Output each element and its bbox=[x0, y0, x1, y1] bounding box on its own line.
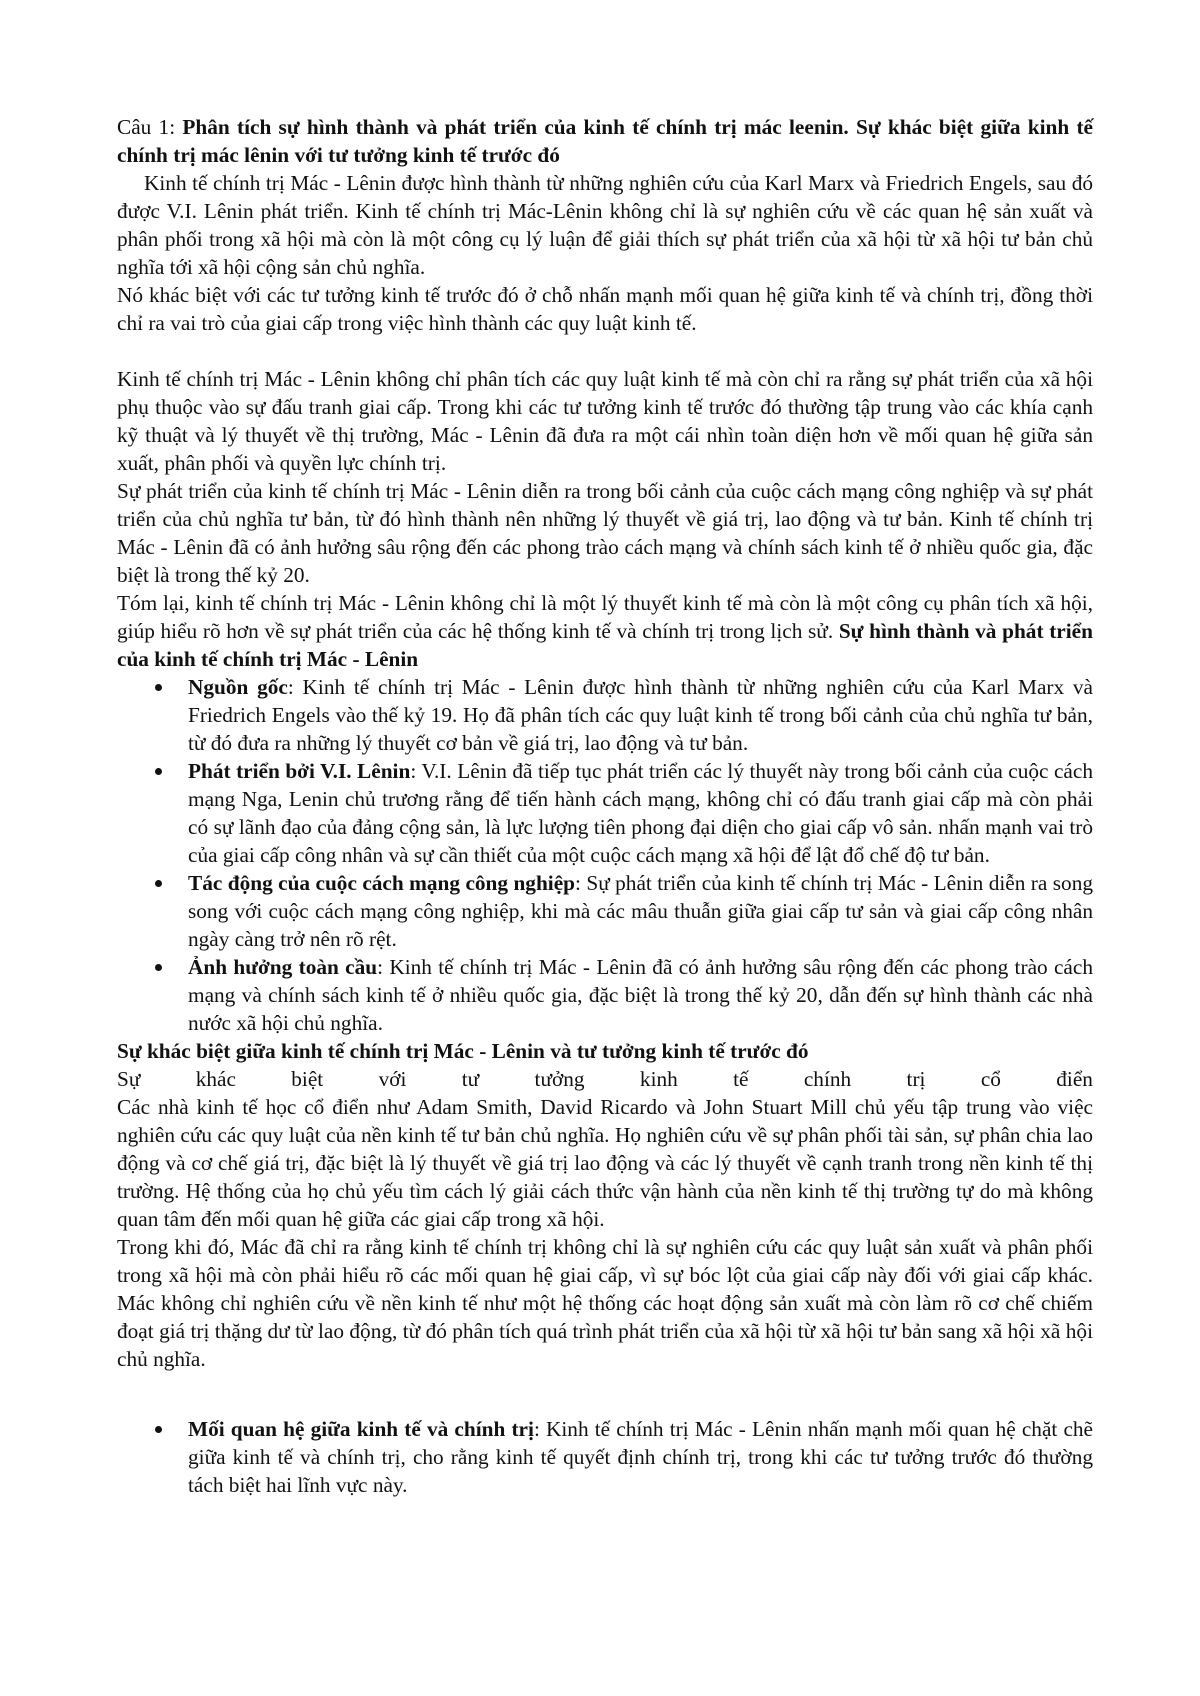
document-page bbox=[117, 113, 1093, 1499]
subheading-word: biệt bbox=[291, 1067, 324, 1091]
list-item bbox=[188, 673, 1093, 757]
list-item bbox=[188, 869, 1093, 953]
list-item-term: Tác động của cuộc cách mạng công nghiệp bbox=[188, 871, 576, 895]
difference-list bbox=[117, 1415, 1093, 1499]
blank-line bbox=[117, 1373, 1093, 1415]
subheading-word: tư bbox=[461, 1067, 480, 1091]
list-item-term: Ảnh hưởng toàn cầu bbox=[188, 955, 378, 979]
subheading-word: Sự bbox=[117, 1067, 141, 1091]
list-item-term: Mối quan hệ giữa kinh tế và chính trị bbox=[188, 1417, 534, 1441]
bullet-icon bbox=[155, 1426, 162, 1433]
bullet-icon bbox=[155, 684, 162, 691]
list-item bbox=[188, 757, 1093, 869]
question-prefix: Câu 1: bbox=[117, 115, 183, 139]
body-paragraph-4: Sự phát triển của kinh tế chính trị Mác - Lênin diễn ra trong bối cảnh của cuộc cách mạng công nghiệp và sự phát triển của chủ nghĩa tư bản, từ đó hình thành nên những lý thuyết về giá trị, lao động và tư bản. Kinh tế chính trị Mác - Lênin đã có ảnh hưởng sâu rộng đến các phong trào cách mạng và chính sách kinh tế ở nhiều quốc gia, đặc biệt là trong thế kỷ 20. bbox=[117, 479, 1093, 587]
summary-text: Tóm lại, kinh tế chính trị Mác - Lênin không chỉ là một lý thuyết kinh tế mà còn là một công cụ phân tích xã hội, giúp hiểu rõ hơn về sự phát triển của các hệ thống kinh tế và chính trị trong lịch sử. bbox=[117, 591, 1093, 643]
difference-heading: Sự khác biệt giữa kinh tế chính trị Mác - Lênin và tư tưởng kinh tế trước đó bbox=[117, 1039, 809, 1063]
list-item-text: : Kinh tế chính trị Mác - Lênin đã có ảnh hưởng sâu rộng đến các phong trào cách mạng và chính sách kinh tế ở nhiều quốc gia, đặc biệt là trong thế kỷ 20, dẫn đến sự hình thành các nhà nước xã hội chủ nghĩa. bbox=[188, 955, 1093, 1035]
subheading-word: điển bbox=[1056, 1067, 1093, 1091]
difference-subheading bbox=[117, 1065, 1093, 1093]
list-item bbox=[188, 953, 1093, 1037]
subheading-word: với bbox=[378, 1067, 407, 1091]
body-paragraph-5 bbox=[117, 589, 1093, 673]
blank-line bbox=[117, 337, 1093, 365]
subheading-word: tưởng bbox=[534, 1067, 585, 1091]
formation-list bbox=[117, 673, 1093, 1037]
intro-paragraph-2: Nó khác biệt với các tư tưởng kinh tế trước đó ở chỗ nhấn mạnh mối quan hệ giữa kinh tế và chính trị, đồng thời chỉ ra vai trò của giai cấp trong việc hình thành các quy luật kinh tế. bbox=[117, 283, 1093, 335]
list-item-text: : Kinh tế chính trị Mác - Lênin được hình thành từ những nghiên cứu của Karl Marx và Friedrich Engels vào thế kỷ 19. Họ đã phân tích các quy luật kinh tế trong bối cảnh của chủ nghĩa tư bản, từ đó đưa ra những lý thuyết cơ bản về giá trị, lao động và tư bản. bbox=[188, 675, 1093, 755]
intro-paragraph-1: Kinh tế chính trị Mác - Lênin được hình thành từ những nghiên cứu của Karl Marx và Friedrich Engels, sau đó được V.I. Lênin phát triển. Kinh tế chính trị Mác-Lênin không chỉ là sự nghiên cứu về các quan hệ sản xuất và phân phối trong xã hội mà còn là một công cụ lý luận để giải thích sự phát triển của xã hội từ xã hội tư bản chủ nghĩa tới xã hội cộng sản chủ nghĩa. bbox=[117, 171, 1093, 279]
bullet-icon bbox=[155, 768, 162, 775]
bullet-icon bbox=[155, 964, 162, 971]
body-paragraph-3: Kinh tế chính trị Mác - Lênin không chỉ phân tích các quy luật kinh tế mà còn chỉ ra rằng sự phát triển của xã hội phụ thuộc vào sự đấu tranh giai cấp. Trong khi các tư tưởng kinh tế trước đó thường tập trung vào các khía cạnh kỹ thuật và lý thuyết về thị trường, Mác - Lênin đã đưa ra một cái nhìn toàn diện hơn về mối quan hệ giữa sản xuất, phân phối và quyền lực chính trị. bbox=[117, 367, 1093, 475]
formation-heading: Sự hình thành và phát triển của kinh tế chính trị Mác - Lênin bbox=[117, 619, 1093, 671]
subheading-word: chính bbox=[803, 1067, 852, 1091]
list-item-text: : Kinh tế chính trị Mác - Lênin nhấn mạnh mối quan hệ chặt chẽ giữa kinh tế và chính trị, cho rằng kinh tế quyết định chính trị, trong khi các tư tưởng trước đó thường tách biệt hai lĩnh vực này. bbox=[188, 1417, 1094, 1497]
list-item-term: Phát triển bởi V.I. Lênin bbox=[188, 759, 411, 783]
list-item bbox=[188, 1415, 1093, 1499]
question-title: Phân tích sự hình thành và phát triển của kinh tế chính trị mác leenin. Sự khác biệt giữa kinh tế chính trị mác lênin với tư tưởng kinh tế trước đó bbox=[117, 115, 1093, 167]
difference-paragraph-2: Trong khi đó, Mác đã chỉ ra rằng kinh tế chính trị không chỉ là sự nghiên cứu các quy luật sản xuất và phân phối trong xã hội mà còn phải hiểu rõ các mối quan hệ giai cấp, vì sự bóc lột của giai cấp này đối với giai cấp khác. Mác không chỉ nghiên cứu về nền kinh tế như một hệ thống các hoạt động sản xuất mà còn làm rõ cơ chế chiếm đoạt giá trị thặng dư từ lao động, từ đó phân tích quá trình phát triển của xã hội từ xã hội tư bản sang xã hội xã hội chủ nghĩa. bbox=[117, 1235, 1093, 1371]
bullet-icon bbox=[155, 880, 162, 887]
subheading-word: trị bbox=[906, 1067, 926, 1091]
subheading-word: cổ bbox=[980, 1067, 1001, 1091]
list-item-text: : Sự phát triển của kinh tế chính trị Mác - Lênin diễn ra song song với cuộc cách mạng công nghiệp, khi mà các mâu thuẫn giữa giai cấp tư sản và giai cấp công nhân ngày càng trở nên rõ rệt. bbox=[188, 871, 1093, 951]
subheading-word: tế bbox=[733, 1067, 749, 1091]
question-line bbox=[117, 113, 1093, 169]
subheading-word: kinh bbox=[639, 1067, 678, 1091]
difference-paragraph-1: Các nhà kinh tế học cổ điển như Adam Smith, David Ricardo và John Stuart Mill chủ yếu tập trung vào việc nghiên cứu các quy luật của nền kinh tế tư bản chủ nghĩa. Họ nghiên cứu về sự phân phối tài sản, sự phân chia lao động và cơ chế giá trị, đặc biệt là lý thuyết về giá trị lao động và các lý thuyết về cạnh tranh trong nền kinh tế thị trường. Hệ thống của họ chủ yếu tìm cách lý giải cách thức vận hành của nền kinh tế thị trường tự do mà không quan tâm đến mối quan hệ giữa các giai cấp trong xã hội. bbox=[117, 1095, 1093, 1231]
list-item-term: Nguồn gốc bbox=[188, 675, 288, 699]
subheading-word: khác bbox=[195, 1067, 236, 1091]
list-item-text: : V.I. Lênin đã tiếp tục phát triển các lý thuyết này trong bối cảnh của cuộc cách mạng Nga, Lenin chủ trương rằng để tiến hành cách mạng, không chỉ có đấu tranh giai cấp mà còn phải có sự lãnh đạo của đảng cộng sản, là lực lượng tiên phong đại diện cho giai cấp vô sản. nhấn mạnh vai trò của giai cấp công nhân và sự cần thiết của một cuộc cách mạng xã hội để lật đổ chế độ tư bản. bbox=[188, 759, 1093, 867]
